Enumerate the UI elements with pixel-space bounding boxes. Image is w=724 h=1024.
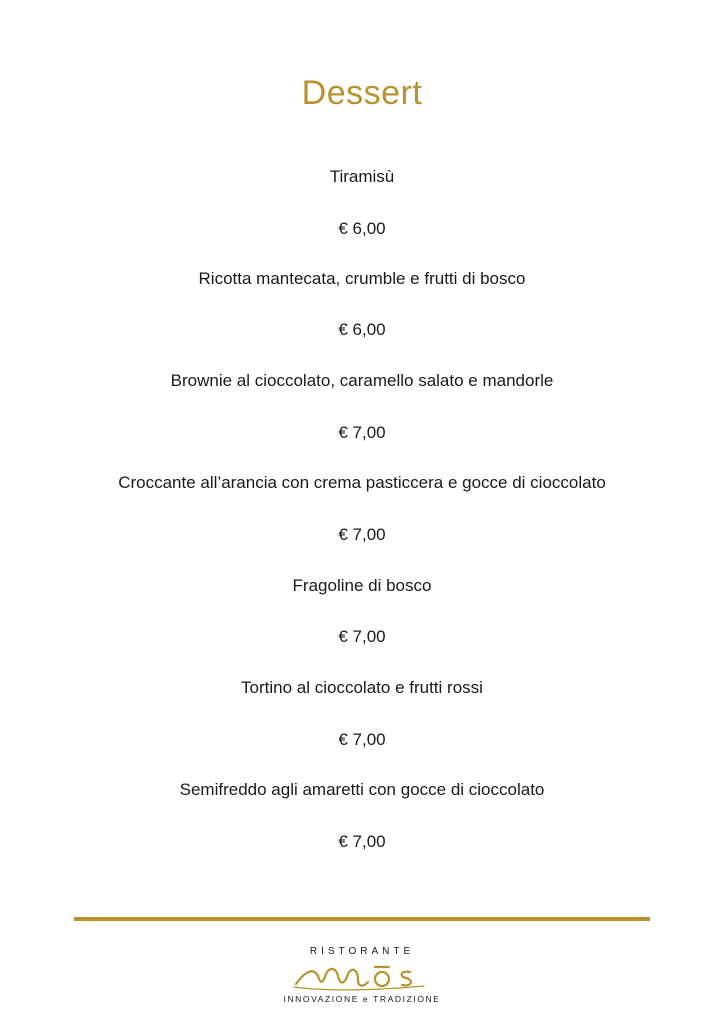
logo-mark	[292, 960, 432, 992]
logo-bottom-text: INNOVAZIONE e TRADIZIONE	[283, 994, 441, 1004]
menu-item-name: Fragoline di bosco	[292, 576, 432, 595]
restaurant-logo	[262, 946, 462, 1010]
menu-item-price: € 7,00	[338, 730, 386, 749]
menu-item-price: € 7,00	[338, 627, 386, 646]
menu-item-name: Tiramisù	[329, 167, 395, 186]
logo-top-text: RISTORANTE	[309, 946, 415, 957]
menu-item-price: € 6,00	[338, 219, 386, 238]
menu-item-name: Ricotta mantecata, crumble e frutti di bosco	[198, 269, 526, 288]
menu-item-name: Tortino al cioccolato e frutti rossi	[241, 678, 483, 697]
menu-item-name: Semifreddo agli amaretti con gocce di cioccolato	[179, 780, 545, 799]
footer-divider	[74, 917, 650, 921]
menu-item-price: € 7,00	[338, 423, 386, 442]
menu-item-price: € 7,00	[338, 525, 386, 544]
menu-item-name: Croccante all’arancia con crema pasticcera e gocce di cioccolato	[118, 473, 606, 492]
menu-item-name: Brownie al cioccolato, caramello salato e mandorle	[170, 371, 554, 390]
menu-title: Dessert	[301, 74, 423, 112]
menu-item-price: € 7,00	[338, 832, 386, 851]
menu-item-price: € 6,00	[338, 320, 386, 339]
